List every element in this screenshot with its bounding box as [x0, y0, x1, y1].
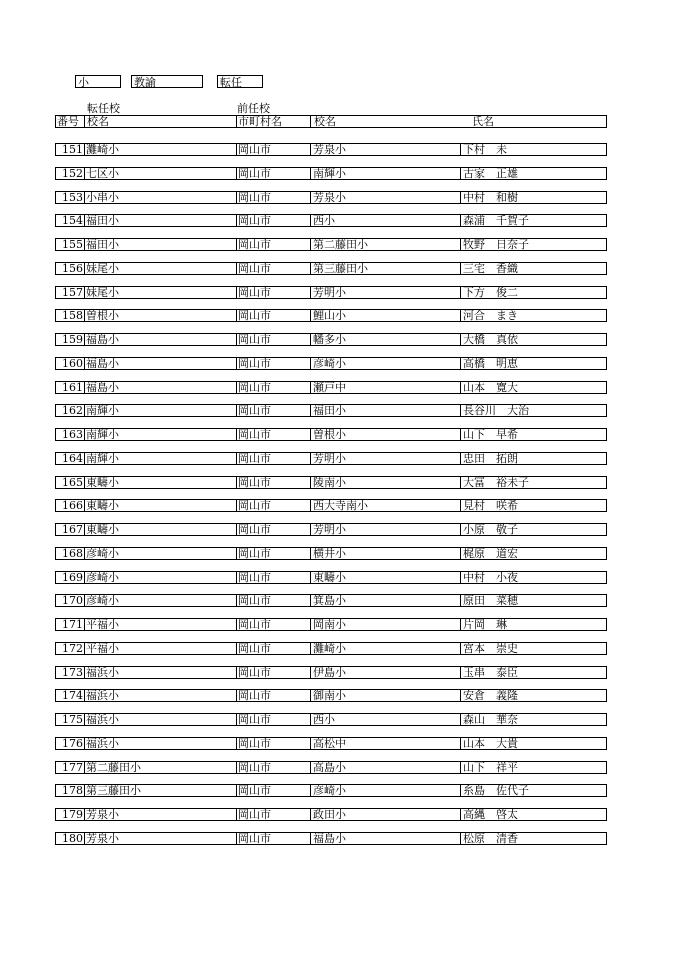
table-row — [55, 357, 607, 370]
row-number: 179 — [56, 809, 85, 820]
table-row — [55, 262, 607, 275]
row-previous-school: 第二藤田小 — [313, 238, 368, 251]
column-previous-school: 校名 — [314, 115, 336, 128]
table-row — [55, 499, 607, 512]
previous-school-group-header: 前任校 — [237, 102, 270, 115]
row-school: 東疇小 — [85, 500, 237, 511]
table-row — [55, 571, 607, 584]
row-number: 177 — [56, 762, 85, 773]
row-school: 妹尾小 — [85, 263, 237, 274]
table-row — [55, 476, 607, 489]
row-school: 小串小 — [85, 192, 237, 203]
table-row — [55, 689, 607, 702]
row-city: 岡山市 — [237, 405, 311, 416]
row-city: 岡山市 — [237, 382, 311, 393]
row-city: 岡山市 — [237, 714, 311, 725]
row-number: 153 — [56, 192, 85, 203]
row-name: 中村 和樹 — [460, 192, 606, 203]
row-name: 山本 寛大 — [460, 382, 606, 393]
row-city: 岡山市 — [237, 453, 311, 464]
table-row — [55, 286, 607, 299]
row-number: 163 — [56, 429, 85, 440]
table-row — [55, 523, 607, 536]
row-school: 福浜小 — [85, 714, 237, 725]
row-previous-school: 幡多小 — [313, 333, 346, 346]
row-city: 岡山市 — [237, 192, 311, 203]
table-row — [55, 428, 607, 441]
row-number: 169 — [56, 572, 85, 583]
row-number: 158 — [56, 310, 85, 321]
row-number: 168 — [56, 548, 85, 559]
row-previous-school: 福田小 — [313, 404, 346, 418]
row-school: 福島小 — [85, 358, 237, 369]
row-number: 161 — [56, 382, 85, 393]
row-name: 梶原 道宏 — [460, 548, 606, 559]
row-city: 岡山市 — [237, 215, 311, 226]
table-row — [55, 713, 607, 726]
row-previous-school: 芳明小 — [313, 285, 346, 299]
row-previous-school: 彦崎小 — [313, 356, 346, 370]
row-name: 高縄 啓太 — [460, 809, 606, 820]
row-previous-school: 芳明小 — [313, 451, 346, 465]
table-row — [55, 761, 607, 774]
row-city: 岡山市 — [237, 358, 311, 369]
row-number: 165 — [56, 477, 85, 488]
row-city: 岡山市 — [237, 500, 311, 511]
row-number: 178 — [56, 785, 85, 796]
table-row — [55, 737, 607, 750]
row-city: 岡山市 — [237, 168, 311, 179]
row-school: 七区小 — [85, 168, 237, 179]
row-school: 芳泉小 — [85, 809, 237, 820]
table-row — [55, 594, 607, 607]
row-name: 山本 大貴 — [460, 738, 606, 749]
row-city: 岡山市 — [237, 762, 311, 773]
column-school: 校名 — [85, 116, 237, 127]
filter-type: 転任 — [217, 75, 263, 88]
row-city: 岡山市 — [237, 785, 311, 796]
row-number: 162 — [56, 405, 85, 416]
filter-level: 小 — [75, 75, 121, 88]
row-previous-school: 高松中 — [313, 736, 346, 750]
row-previous-school: 御南小 — [313, 689, 346, 703]
row-name: 松原 清香 — [460, 833, 606, 844]
row-name: 糸島 佐代子 — [460, 785, 606, 796]
row-school: 平福小 — [85, 643, 237, 654]
row-previous-school: 高島小 — [313, 760, 346, 774]
row-previous-school: 芳泉小 — [313, 190, 346, 204]
row-name: 中村 小夜 — [460, 572, 606, 583]
row-school: 南輝小 — [85, 405, 237, 416]
table-row — [55, 214, 607, 227]
row-city: 岡山市 — [237, 738, 311, 749]
row-number: 152 — [56, 168, 85, 179]
row-previous-school: 西大寺南小 — [313, 499, 368, 513]
row-city: 岡山市 — [237, 429, 311, 440]
row-previous-school: 横井小 — [313, 546, 346, 560]
row-number: 155 — [56, 239, 85, 250]
row-city: 岡山市 — [237, 287, 311, 298]
row-school: 芳泉小 — [85, 833, 237, 844]
row-school: 福田小 — [85, 239, 237, 250]
row-city: 岡山市 — [237, 667, 311, 678]
row-previous-school: 政田小 — [313, 808, 346, 821]
table-row — [55, 808, 607, 821]
row-previous-school: 伊島小 — [313, 665, 346, 679]
table-row — [55, 333, 607, 346]
row-number: 151 — [56, 144, 85, 155]
table-row — [55, 666, 607, 679]
row-school: 彦崎小 — [85, 572, 237, 583]
row-city: 岡山市 — [237, 809, 311, 820]
row-school: 第二藤田小 — [85, 762, 237, 773]
table-row — [55, 642, 607, 655]
row-number: 176 — [56, 738, 85, 749]
row-school: 福浜小 — [85, 738, 237, 749]
row-previous-school: 西小 — [313, 713, 335, 726]
row-previous-school: 灘崎小 — [313, 641, 346, 655]
row-previous-school: 第三藤田小 — [313, 261, 368, 275]
table-header — [55, 115, 607, 128]
row-previous-school: 曽根小 — [313, 428, 346, 441]
table-row — [55, 309, 607, 322]
table-row — [55, 404, 607, 417]
row-name: 大橋 真依 — [460, 334, 606, 345]
column-number: 番号 — [56, 116, 85, 127]
row-number: 180 — [56, 833, 85, 844]
table-row — [55, 167, 607, 180]
row-name: 玉串 泰臣 — [460, 667, 606, 678]
row-school: 福島小 — [85, 334, 237, 345]
row-previous-school: 瀬戸中 — [313, 380, 346, 394]
row-number: 159 — [56, 334, 85, 345]
column-name: 氏名 — [472, 115, 494, 128]
row-school: 妹尾小 — [85, 287, 237, 298]
row-name: 下方 俊二 — [460, 287, 606, 298]
row-name: 片岡 琳 — [460, 619, 606, 630]
row-city: 岡山市 — [237, 572, 311, 583]
table-row — [55, 381, 607, 394]
row-previous-school: 東疇小 — [313, 570, 346, 584]
row-previous-school: 西小 — [313, 214, 335, 228]
row-name: 原田 菜穂 — [460, 595, 606, 606]
row-school: 第三藤田小 — [85, 785, 237, 796]
row-name: 山下 早希 — [460, 429, 606, 440]
row-school: 曽根小 — [85, 310, 237, 321]
row-school: 彦崎小 — [85, 548, 237, 559]
row-city: 岡山市 — [237, 334, 311, 345]
row-number: 166 — [56, 500, 85, 511]
row-school: 東疇小 — [85, 524, 237, 535]
row-name: 長谷川 大治 — [460, 405, 606, 416]
table-row — [55, 784, 607, 797]
row-name: 三宅 香織 — [460, 263, 606, 274]
row-number: 173 — [56, 667, 85, 678]
row-school: 東疇小 — [85, 477, 237, 488]
row-number: 170 — [56, 595, 85, 606]
row-previous-school: 芳泉小 — [313, 143, 346, 156]
row-previous-school: 陵南小 — [313, 475, 346, 489]
row-name: 古家 正雄 — [460, 168, 606, 179]
row-name: 見村 咲希 — [460, 500, 606, 511]
row-name: 小原 敬子 — [460, 524, 606, 535]
row-school: 福島小 — [85, 382, 237, 393]
row-number: 157 — [56, 287, 85, 298]
row-school: 平福小 — [85, 619, 237, 630]
row-school: 灘崎小 — [85, 144, 237, 155]
table-row — [55, 452, 607, 465]
row-city: 岡山市 — [237, 595, 311, 606]
row-previous-school: 鯉山小 — [313, 309, 346, 323]
row-number: 160 — [56, 358, 85, 369]
row-city: 岡山市 — [237, 263, 311, 274]
row-number: 167 — [56, 524, 85, 535]
row-name: 大冨 裕未子 — [460, 477, 606, 488]
row-name: 山下 祥平 — [460, 762, 606, 773]
row-name: 牧野 日奈子 — [460, 239, 606, 250]
table-row — [55, 547, 607, 560]
row-school: 南輝小 — [85, 429, 237, 440]
table-row — [55, 143, 607, 156]
row-school: 彦崎小 — [85, 595, 237, 606]
row-city: 岡山市 — [237, 144, 311, 155]
row-previous-school: 箕島小 — [313, 594, 346, 608]
row-number: 174 — [56, 690, 85, 701]
row-name: 宮本 崇史 — [460, 643, 606, 654]
row-city: 岡山市 — [237, 690, 311, 701]
row-name: 安倉 義隆 — [460, 690, 606, 701]
row-number: 175 — [56, 714, 85, 725]
row-name: 忠田 拓朗 — [460, 453, 606, 464]
table-row — [55, 238, 607, 251]
row-city: 岡山市 — [237, 477, 311, 488]
row-city: 岡山市 — [237, 239, 311, 250]
row-previous-school: 福島小 — [313, 831, 346, 845]
row-school: 南輝小 — [85, 453, 237, 464]
row-city: 岡山市 — [237, 524, 311, 535]
row-city: 岡山市 — [237, 310, 311, 321]
row-previous-school: 南輝小 — [313, 166, 346, 180]
row-name: 森浦 千賀子 — [460, 215, 606, 226]
row-previous-school: 芳明小 — [313, 523, 346, 536]
row-name: 高橋 明恵 — [460, 358, 606, 369]
column-city: 市町村名 — [237, 116, 311, 127]
new-school-group-header: 転任校 — [87, 102, 120, 115]
row-name: 森山 華奈 — [460, 714, 606, 725]
table-row — [55, 618, 607, 631]
filter-position: 教諭 — [131, 75, 203, 88]
table-row — [55, 832, 607, 845]
row-previous-school: 彦崎小 — [313, 784, 346, 798]
row-number: 164 — [56, 453, 85, 464]
row-number: 156 — [56, 263, 85, 274]
row-number: 154 — [56, 215, 85, 226]
row-number: 172 — [56, 643, 85, 654]
row-city: 岡山市 — [237, 833, 311, 844]
row-city: 岡山市 — [237, 548, 311, 559]
row-school: 福浜小 — [85, 690, 237, 701]
row-previous-school: 岡南小 — [313, 618, 346, 631]
row-city: 岡山市 — [237, 619, 311, 630]
row-school: 福田小 — [85, 215, 237, 226]
row-school: 福浜小 — [85, 667, 237, 678]
row-name: 下村 未 — [460, 144, 606, 155]
row-number: 171 — [56, 619, 85, 630]
row-city: 岡山市 — [237, 643, 311, 654]
row-name: 河合 まき — [460, 310, 606, 321]
table-row — [55, 191, 607, 204]
